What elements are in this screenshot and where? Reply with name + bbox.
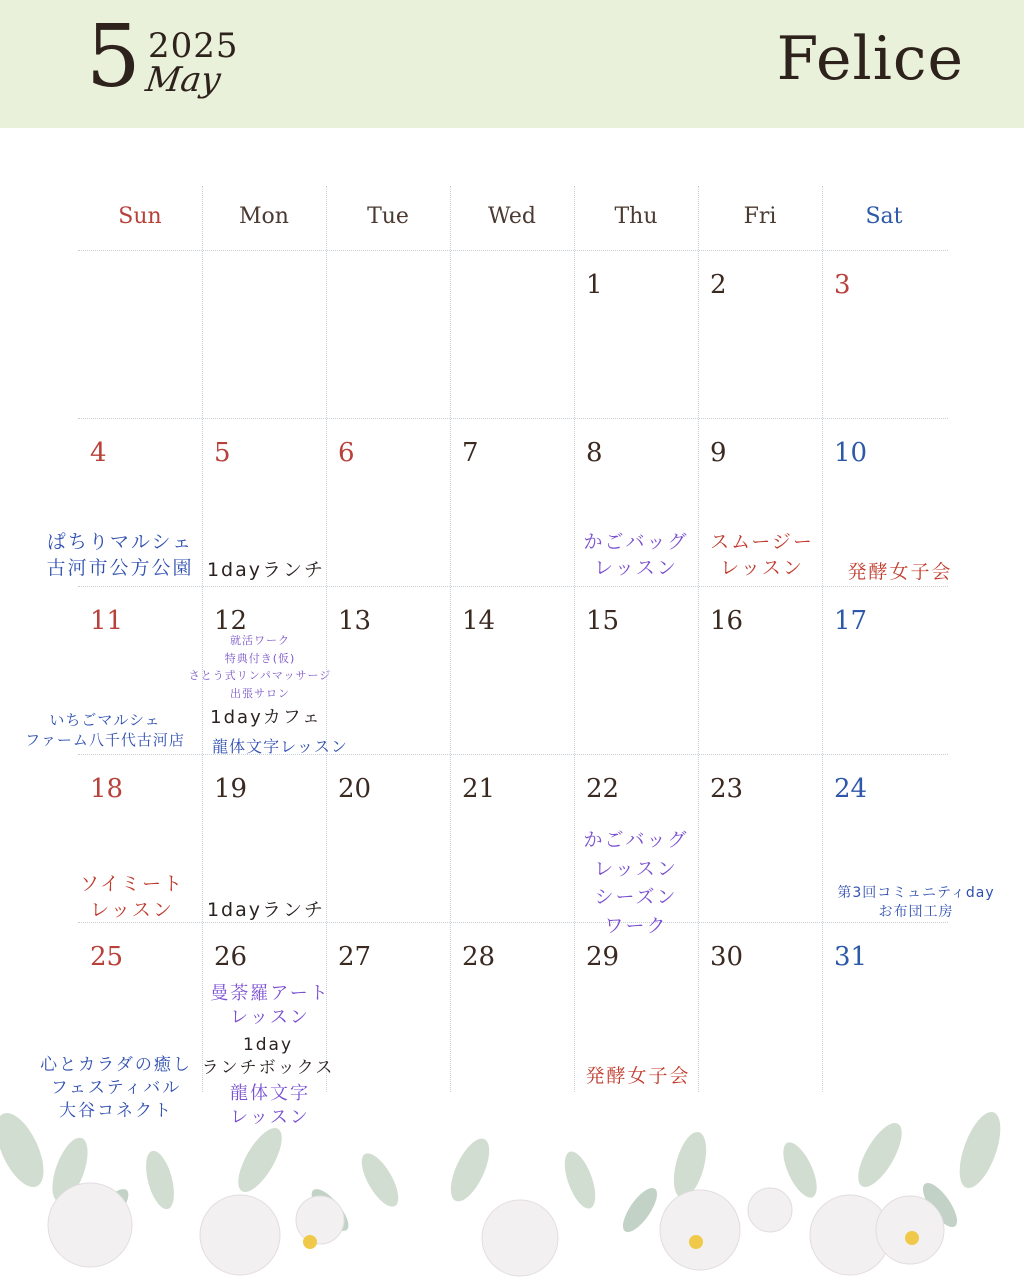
event-may26-b [200,1034,336,1080]
header-bar [0,0,1024,128]
event-line: ランチボックス [201,1057,335,1078]
date-cell: 20 [338,774,372,804]
event-line: いちごマルシェ [49,711,161,729]
date-cell: 18 [90,774,124,804]
event-may29 [576,1064,700,1090]
date-cell: 31 [834,942,868,972]
event-line: 古河市公方公園 [46,556,194,579]
date-cell: 19 [214,774,248,804]
date-cell: 30 [710,942,744,972]
weekday-sun: Sun [118,204,162,229]
date-cell: 1 [586,270,603,300]
weekday-mon: Mon [239,204,289,229]
date-cell: 15 [586,606,620,636]
event-line: レッスン [594,556,678,579]
event-may4 [30,530,210,581]
weekday-sat: Sat [865,204,903,229]
date-cell: 9 [710,438,727,468]
month-name: May [143,60,224,100]
date-cell: 5 [214,438,231,468]
event-may12-lesson [200,736,360,758]
event-line: スムージー [710,531,814,553]
event-line: レッスン [720,556,804,579]
grid-line [78,418,948,419]
date-cell: 29 [586,942,620,972]
event-line: 曼荼羅アート [210,983,330,1004]
weekday-wed: Wed [488,204,536,229]
event-line: 発酵女子会 [585,1065,691,1087]
event-line: 就活ワーク [230,634,290,647]
date-cell: 16 [710,606,744,636]
date-cell: 26 [214,942,248,972]
date-cell: 6 [338,438,355,468]
month-number: 5 [86,7,141,107]
event-may24 [818,884,1014,922]
floral-border [0,1110,1024,1280]
date-cell: 11 [90,606,124,636]
event-may10 [838,560,962,586]
date-cell: 21 [462,774,496,804]
event-line: 龍体文字 [230,1083,310,1104]
event-line: 発酵女子会 [847,561,953,583]
event-may5 [204,558,328,584]
date-cell: 22 [586,774,620,804]
date-cell: 17 [834,606,868,636]
date-cell: 2 [710,270,727,300]
event-line: 大谷コネクト [59,1100,173,1121]
date-cell: 3 [834,270,851,300]
date-cell: 28 [462,942,496,972]
date-cell: 14 [462,606,496,636]
event-line: 1dayランチ [206,899,326,921]
event-line: 1dayランチ [206,559,326,581]
event-line: 心とカラダの癒し [40,1055,192,1075]
event-may22 [574,826,698,940]
event-may12-small [180,632,340,702]
event-line: ソイミート [79,873,185,895]
weekday-tue: Tue [367,204,409,229]
event-may26-a [204,982,336,1031]
event-line: レッスン [90,898,174,921]
event-may12-main [204,706,328,730]
event-may11 [10,710,200,751]
event-line: さとう式リンパマッサージ [188,669,332,683]
date-cell: 4 [90,438,107,468]
event-line: 龍体文字レッスン [212,737,348,756]
grid-line [450,186,451,1092]
event-line: かごバッグ [583,829,689,851]
event-line: レッスン [230,1007,310,1029]
event-line: かごバッグ [583,531,689,553]
brand-title: Felice [776,24,964,94]
grid-line [78,586,948,587]
event-line: レッスン [594,857,678,880]
event-may9 [700,530,824,581]
event-line: 1day [242,1035,294,1055]
year: 2025 [148,26,239,66]
date-cell: 8 [586,438,603,468]
event-line: ファーム八千代古河店 [25,731,185,750]
grid-line [574,186,575,1092]
date-cell: 7 [462,438,479,468]
weekday-fri: Fri [743,204,777,229]
grid-line [698,186,699,1092]
event-line: 第3回コミュニティday [837,885,995,901]
date-cell: 23 [710,774,744,804]
grid-line [822,186,823,1092]
event-line: フェスティバル [50,1077,182,1098]
date-cell: 12 [214,606,248,636]
event-line: ぱちりマルシェ [46,531,194,553]
weekday-thu: Thu [614,204,658,229]
event-line: シーズン [594,886,678,908]
event-line: お布団工房 [878,903,954,920]
date-cell: 13 [338,606,372,636]
event-line: レッスン [230,1107,310,1129]
event-line: 特典付き(仮) [224,651,296,665]
event-line: ワーク [604,914,668,937]
event-line: 出張サロン [230,686,290,700]
grid-line [78,250,948,251]
event-may18 [70,872,194,923]
date-cell: 24 [834,774,868,804]
date-cell: 10 [834,438,868,468]
event-may19 [204,898,328,924]
date-cell: 27 [338,942,372,972]
event-may8 [574,530,698,581]
event-line: 1dayカフェ [210,707,322,728]
date-cell: 25 [90,942,124,972]
